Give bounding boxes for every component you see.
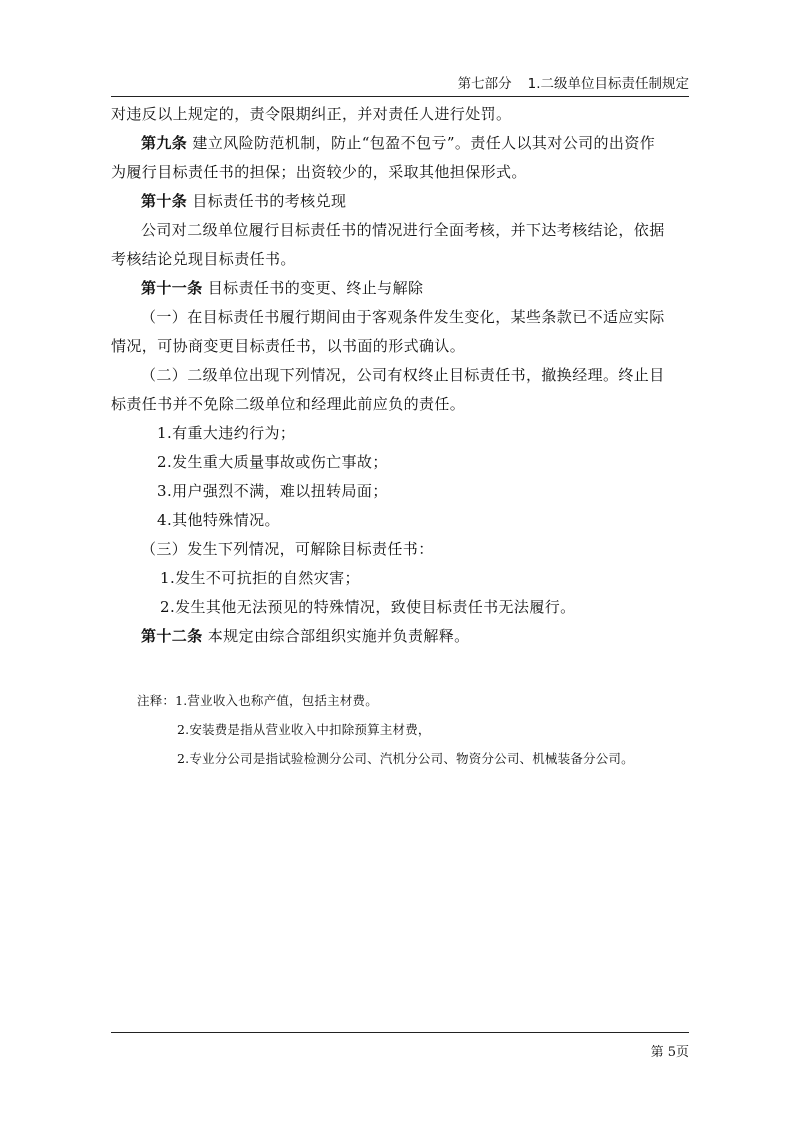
- list-item: 3.用户强烈不满，难以扭转局面；: [157, 482, 388, 500]
- paragraph: 情况，可协商变更目标责任书，以书面的形式确认。: [111, 337, 466, 355]
- page-number: 第 5页: [650, 1045, 689, 1060]
- notes-section: [137, 686, 697, 773]
- list-item: 2.发生重大质量事故或伤亡事故；: [157, 453, 388, 471]
- list-item: 4.其他特殊情况。: [157, 511, 280, 529]
- paragraph: （三）发生下列情况，可解除目标责任书：: [141, 540, 434, 558]
- note-item: 2.专业分公司是指试验检测分公司、汽机分公司、物资分公司、机械装备分公司。: [177, 751, 634, 766]
- article-12: [111, 622, 691, 651]
- header-part: 第七部分: [457, 76, 512, 92]
- note-item: 2.安装费是指从营业收入中扣除预算主材费，: [177, 722, 431, 737]
- paragraph: 公司对二级单位履行目标责任书的情况进行全面考核，并下达考核结论，依据: [141, 221, 665, 239]
- paragraph: （二）二级单位出现下列情况，公司有权终止目标责任书，撤换经理。终止目: [141, 366, 665, 384]
- list-item: 1.发生不可抗拒的自然灾害；: [160, 569, 360, 587]
- list-item: 2.发生其他无法预见的特殊情况，致使目标责任书无法履行。: [160, 598, 576, 616]
- article-9: [111, 129, 691, 158]
- article-title: 目标责任书的变更、终止与解除: [207, 279, 424, 297]
- article-text: 建立风险防范机制，防止“包盈不包亏”。责任人以其对公司的出资作: [192, 134, 656, 152]
- article-11: [111, 274, 691, 303]
- article-heading: 第十条: [141, 192, 188, 210]
- article-title: 目标责任书的考核兑现: [192, 192, 347, 210]
- paragraph: 考核结论兑现目标责任书。: [111, 250, 296, 268]
- article-heading: 第十二条: [141, 627, 203, 645]
- paragraph: 为履行目标责任书的担保；出资较少的，采取其他担保形式。: [111, 163, 527, 181]
- list-item: 1.有重大违约行为；: [157, 424, 296, 442]
- page-header: [111, 74, 689, 97]
- footer-divider: [111, 1032, 689, 1033]
- document-body: [111, 100, 691, 651]
- article-text: 本规定由综合部组织实施并负责解释。: [207, 627, 470, 645]
- paragraph: 标责任书并不免除二级单位和经理此前应负的责任。: [111, 395, 466, 413]
- article-10: [111, 187, 691, 216]
- note-item: 注释：1.营业收入也称产值，包括主材费。: [137, 693, 378, 708]
- paragraph: 对违反以上规定的，责令限期纠正，并对责任人进行处罚。: [111, 105, 512, 123]
- article-heading: 第九条: [141, 134, 188, 152]
- header-title: 1.二级单位目标责任制规定: [527, 76, 689, 92]
- article-heading: 第十一条: [141, 279, 203, 297]
- paragraph: （一）在目标责任书履行期间由于客观条件发生变化，某些条款已不适应实际: [141, 308, 665, 326]
